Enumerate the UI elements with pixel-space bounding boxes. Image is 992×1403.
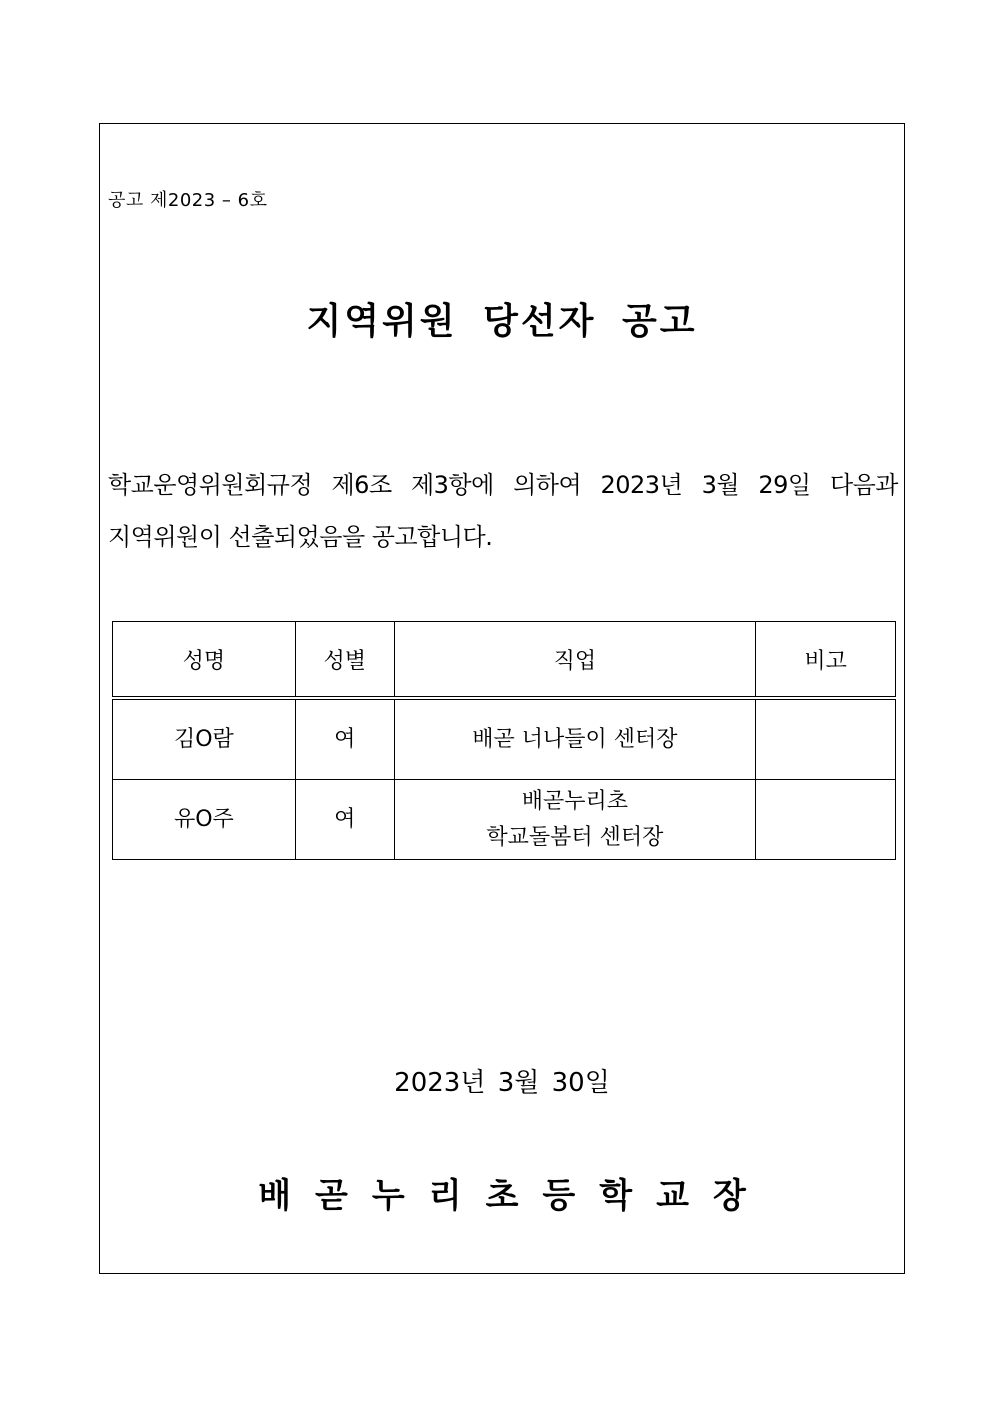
header-name: 성명 [113, 622, 296, 699]
cell-job [394, 780, 756, 860]
cell-job [394, 698, 756, 780]
cell-gender: 여 [295, 780, 394, 860]
cell-name: 유O주 [113, 780, 296, 860]
header-gender: 성별 [295, 622, 394, 699]
document-title: 지역위원 당선자 공고 [306, 301, 698, 342]
cell-job-line-1: 배곧누리초 [521, 788, 629, 814]
cell-job-line-2: 학교돌봄터 센터장 [486, 824, 664, 850]
cell-name: 김O람 [113, 698, 296, 780]
table-row [113, 698, 896, 780]
cell-note [756, 780, 896, 860]
notice-body-line-2: 지역위원이 선출되었음을 공고합니다. [108, 523, 493, 551]
cell-job-line-1: 배곧 너나들이 센터장 [472, 726, 678, 752]
elected-members-table [112, 621, 896, 860]
header-job: 직업 [394, 622, 756, 699]
table-row [113, 780, 896, 860]
table-header-row [113, 622, 896, 699]
cell-gender: 여 [295, 698, 394, 780]
cell-note [756, 698, 896, 780]
notice-body-line-1: 학교운영위원회규정 제6조 제3항에 의하여 2023년 3월 29일 다음과 [108, 471, 898, 499]
header-note: 비고 [756, 622, 896, 699]
notice-body [108, 459, 898, 563]
signer-title: 배곧누리초등학교장 [258, 1176, 770, 1216]
notice-date: 2023년 3월 30일 [394, 1068, 610, 1098]
notice-number: 공고 제2023 – 6호 [108, 190, 268, 211]
